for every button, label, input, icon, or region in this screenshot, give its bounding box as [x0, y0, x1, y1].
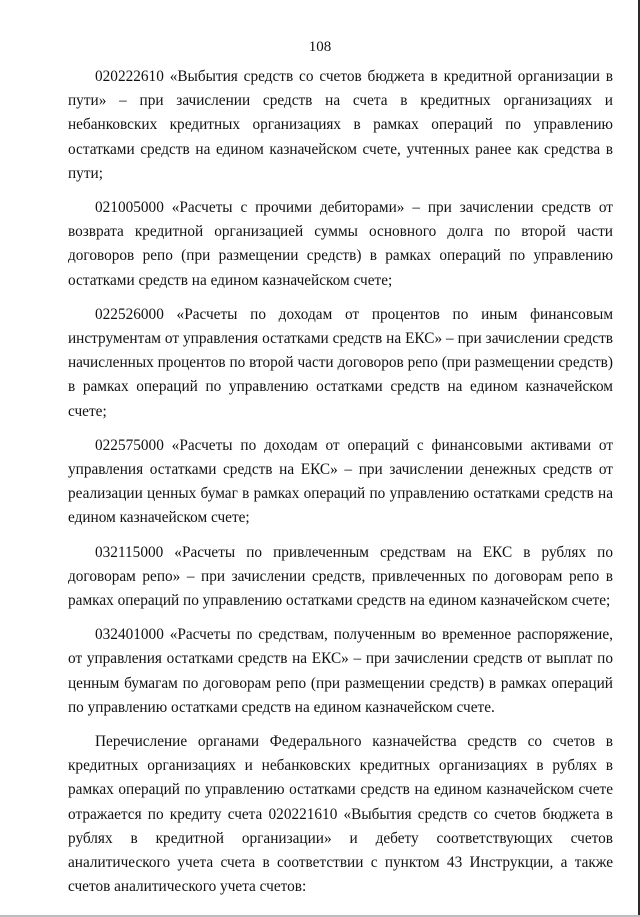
paragraph-022575000: 022575000 «Расчеты по доходам от операций с финансовыми активами от управления остатками средств на ЕКС» – при зачислении денежных средств от реализации ценных бумаг в рамках операций по управлению остатками средств на едином казначейском счете;	[68, 436, 613, 527]
page-number: 108	[308, 39, 332, 55]
paragraph-032401000: 032401000 «Расчеты по средствам, полученным во временное распоряжение, от управления остатками средств на ЕКС» – при зачислении средств от выплат по ценным бумагам по договорам репо (при размещении средств) в рамках операций по управлению остатками средств на едином казначейском счете.	[68, 626, 613, 716]
paragraph-021005000: 021005000 «Расчеты с прочими дебиторами» – при зачислении средств от возврата кредитной организацией суммы основного долга по второй части договоров репо (при размещении средств) в рамках операций по управлению остатками средств на едином казначейском счете;	[68, 199, 613, 289]
paragraph-treasury-transfer: Перечисление органами Федерального казначейства средств со счетов в кредитных организациях и небанковских кредитных организациях в рублях в рамках операций по управлению остатками средств на едином казначейском счете отражается по кредиту счета 020221610 «Выбытия средств со счетов бюджета в рублях в кредитной организации» и дебету соответствующих счетов аналитического учета счета в соответствии с пунктом 43 Инструкции, а также счетов аналитического учета счетов:	[68, 733, 613, 896]
paragraph-022526000: 022526000 «Расчеты по доходам от процентов по иным финансовым инструментам от управления остатками средств на ЕКС» – при зачислении средств начисленных процентов по второй части договоров репо (при размещении средств) в рамках операций по управлению остатками средств на едином казначейском счете;	[68, 305, 613, 420]
document-body	[68, 65, 613, 910]
paragraph-032115000: 032115000 «Расчеты по привлеченным средствам на ЕКС в рублях по договорам репо» – при зачислении средств, привлеченных по договорам репо в рамках операций по управлению остатками средств на едином казначейском счете;	[68, 543, 613, 610]
paragraph-020222610: 020222610 «Выбытия средств со счетов бюджета в кредитной организации в пути» – при зачислении средств на счета в кредитных организациях и небанковских кредитных организациях в рамках операций по управлению остатками средств на едином казначейском счете, учтенных ранее как средства в пути;	[68, 68, 613, 182]
